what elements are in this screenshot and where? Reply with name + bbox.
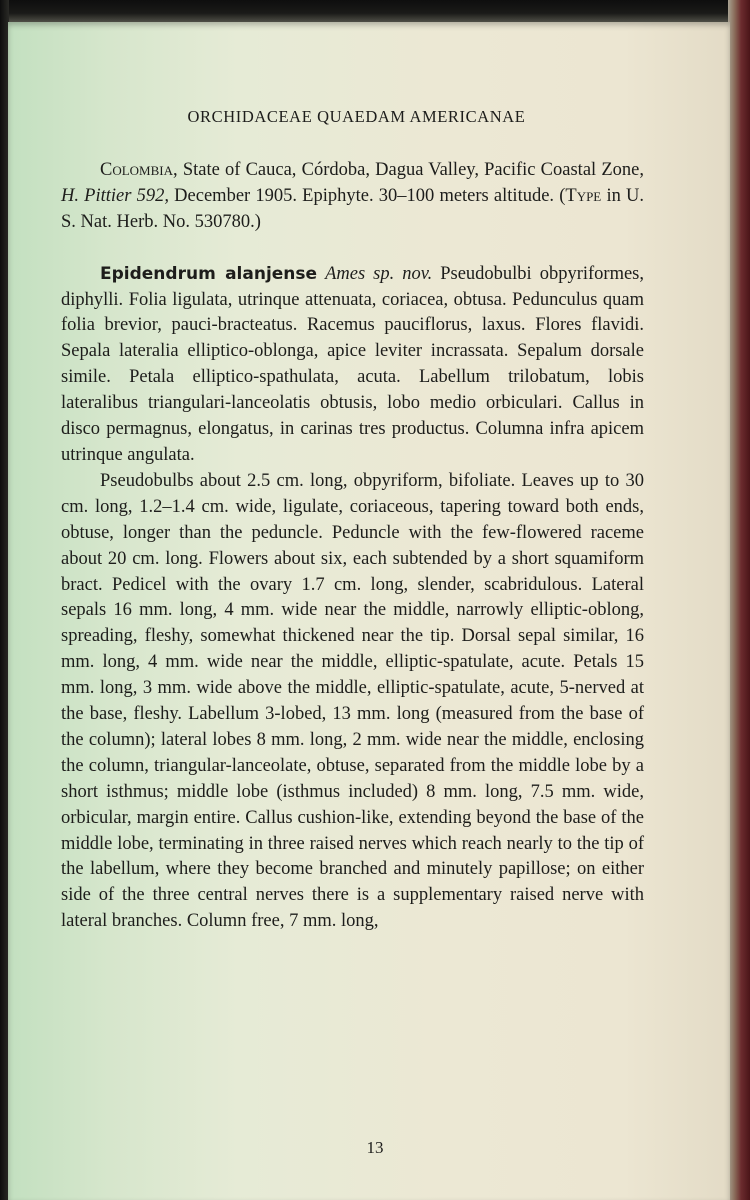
species-author: Ames sp. nov. [325, 263, 433, 284]
locality-paragraph [61, 158, 644, 236]
book-spine-edge [728, 0, 750, 1200]
running-head: ORCHIDACEAE QUAEDAM AMERICANAE [187, 107, 526, 126]
locality-text-a: , State of Cauca, Córdoba, Dagua Valley, Pacific Coastal Zone, [173, 159, 644, 180]
locality-text-b: December 1905. Epiphyte. 30–100 meters altitude. ( [169, 185, 566, 206]
page-text-block [61, 104, 644, 935]
type-word: Type [565, 185, 602, 206]
country-name: Colombia [100, 159, 174, 180]
species-name: Epidendrum alanjense [100, 263, 318, 284]
locality-text-c: in U. S. Nat. Herb. No. 530780.) [61, 185, 644, 232]
page-number: 13 [366, 1138, 384, 1157]
top-shadow-edge [0, 0, 750, 24]
collector-citation: H. Pittier 592, [61, 185, 169, 206]
latin-description-paragraph [61, 262, 644, 469]
english-description-paragraph: Pseudobulbs about 2.5 cm. long, obpyriform, bifoliate. Leaves up to 30 cm. long, 1.2–1.4 cm. wide, ligulate, coriaceous, tapering toward both ends, obtuse, longer than the peduncle. Peduncle with the few-flowered raceme about 20 cm. long. Flowers about six, each subtended by a short squamiform bract. Pedicel with the ovary 1.7 cm. long, slender, scabridulous. Lateral sepals 16 mm. long, 4 mm. wide near the middle, narrowly elliptic-oblong, spreading, fleshy, somewhat thickened near the tip. Dorsal sepal similar, 16 mm. long, 4 mm. wide near the middle, elliptic-spatulate, acute. Petals 15 mm. long, 3 mm. wide above the middle, elliptic-spatulate, acute, 5-nerved at the base, fleshy. Labellum 3-lobed, 13 mm. long (measured from the base of the column); lateral lobes 8 mm. long, 2 mm. wide near the middle, enclosing the column, triangular-lanceolate, obtuse, separated from the middle lobe by a short isthmus; middle lobe (isthmus included) 8 mm. long, 7.5 mm. wide, orbicular, margin entire. Callus cushion-like, extending beyond the base of the middle lobe, terminating in three raised nerves which reach nearly to the tip of the labellum, where they become branched and minutely papillose; on either side of the three central nerves there is a supplementary raised nerve with lateral branches. Column free, 7 mm. long, [61, 470, 644, 932]
latin-description: Pseudobulbi obpyriformes, diphylli. Folia ligulata, utrinque attenuata, coriacea, obtusa. Pedunculus quam folia brevior, pauci-bracteatus. Racemus pauciflorus, laxus. Flores flavidi. Sepala lateralia elliptico-oblonga, apice leviter incrassata. Sepalum dorsale simile. Petala elliptico-spathulata, acuta. Labellum trilobatum, lobis lateralibus triangulari-lanceolatis obtusis, lobo medio orbiculari. Callus in disco permagnus, elongatus, in carinas tres productus. Columna infra apicem utrinque angulata. [61, 263, 644, 465]
